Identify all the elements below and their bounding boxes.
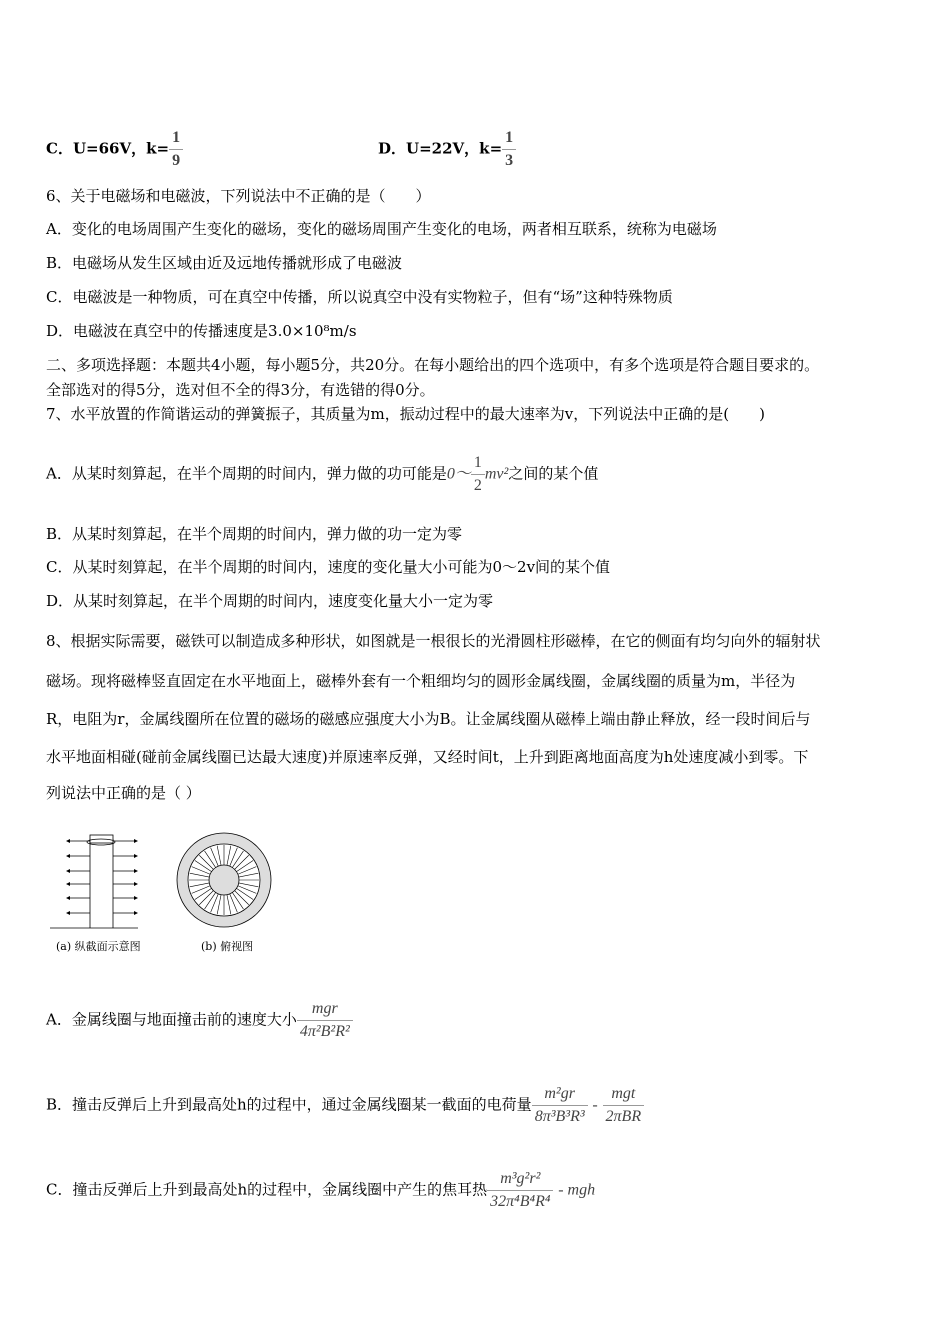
- numerator: m³g²r²: [500, 1170, 541, 1187]
- q6-option-a: A．变化的电场周围产生变化的磁场，变化的磁场周围产生变化的电场，两者相互联系，统称为电磁场: [46, 220, 717, 238]
- denominator: 3: [502, 149, 516, 172]
- denominator: 4π²B²R²: [297, 1020, 353, 1043]
- option-text: A．金属线圈与地面撞击前的速度大小: [46, 1010, 297, 1029]
- fraction: [532, 1083, 588, 1128]
- top-view: [177, 833, 271, 927]
- fraction: [169, 127, 183, 172]
- denominator: 2: [471, 474, 485, 497]
- denominator: 32π⁴B⁴R⁴: [487, 1190, 553, 1213]
- q7-option-a: [46, 452, 598, 497]
- fraction: [603, 1083, 645, 1128]
- fig-b-caption: (b) 俯视图: [201, 940, 254, 953]
- fraction: [502, 127, 516, 172]
- option-text: A．从某时刻算起，在半个周期的时间内，弹力做的功可能是: [46, 464, 447, 483]
- q8-option-b: [46, 1083, 644, 1128]
- q7-option-d: D．从某时刻算起，在半个周期的时间内，速度变化量大小一定为零: [46, 592, 494, 610]
- field-lines-side: [50, 835, 138, 928]
- section2-line1: 二、多项选择题：本题共4小题，每小题5分，共20分。在每小题给出的四个选项中，有多个选项是符合题目要求的。: [46, 356, 820, 374]
- numerator: 1: [505, 129, 514, 146]
- option-text: B．撞击反弹后上升到最高处h的过程中，通过金属线圈某一截面的电荷量: [46, 1095, 532, 1114]
- q8-option-c: [46, 1168, 595, 1213]
- q8-stem-line: R，电阻为r，金属线圈所在位置的磁场的磁感应强度大小为B。让金属线圈从磁棒上端由静止释放，经一段时间后与: [46, 710, 811, 728]
- option-text: C．U=66V，k=: [46, 139, 170, 158]
- denominator: 9: [169, 149, 183, 172]
- q6-option-b: B．电磁场从发生区域由近及远地传播就形成了电磁波: [46, 254, 403, 272]
- magnet-figure: [46, 825, 286, 964]
- q7-stem: 7、水平放置的作简谐运动的弹簧振子，其质量为m，振动过程中的最大速率为v，下列说法中正确的是( ): [46, 405, 765, 423]
- fraction: [297, 998, 353, 1043]
- q8-stem-line: 水平地面相碰(碰前金属线圈已达最大速度)并原速率反弹，又经时间t，上升到距离地面高度为h处速度减小到零。下: [46, 748, 809, 766]
- fraction: [487, 1168, 553, 1213]
- q5-option-c: [46, 127, 183, 172]
- numerator: 1: [473, 454, 482, 471]
- minus-sign: -: [592, 1096, 598, 1114]
- math: mv²: [484, 465, 509, 483]
- math: 0～: [446, 465, 471, 483]
- magnet-diagram: [46, 825, 286, 960]
- q6-stem: 6、关于电磁场和电磁波，下列说法中不正确的是（ ）: [46, 187, 431, 205]
- q6-option-c: C．电磁波是一种物质，可在真空中传播，所以说真空中没有实物粒子，但有“场”这种特殊物质: [46, 288, 673, 306]
- numerator: 1: [172, 129, 181, 146]
- q8-stem-line: 8、根据实际需要，磁铁可以制造成多种形状，如图就是一根很长的光滑圆柱形磁棒，在它的侧面有均匀向外的辐射状: [46, 632, 821, 650]
- numerator: m²gr: [544, 1085, 575, 1102]
- q8-option-a: [46, 998, 353, 1043]
- q8-stem-line: 磁场。现将磁棒竖直固定在水平地面上，磁棒外套有一个粗细均匀的圆形金属线圈，金属线圈的质量为m，半径为: [46, 672, 796, 690]
- option-text: 之间的某个值: [508, 464, 599, 483]
- numerator: mgt: [611, 1085, 636, 1102]
- q5-option-d: [378, 127, 516, 172]
- section2-line2: 全部选对的得5分，选对但不全的得3分，有选错的得0分。: [46, 381, 435, 399]
- option-text: D．U=22V，k=: [378, 139, 503, 158]
- option-text: C．撞击反弹后上升到最高处h的过程中，金属线圈中产生的焦耳热: [46, 1180, 488, 1199]
- denominator: 8π³B³R³: [532, 1105, 588, 1128]
- q6-option-d: D．电磁波在真空中的传播速度是3.0×10⁸m/s: [46, 322, 357, 340]
- q8-stem-line: 列说法中正确的是（ ）: [46, 784, 201, 802]
- fig-a-caption: (a) 纵截面示意图: [56, 940, 141, 953]
- denominator: 2πBR: [603, 1105, 645, 1128]
- math: - mgh: [558, 1181, 596, 1199]
- numerator: mgr: [311, 1000, 338, 1017]
- q7-option-b: B．从某时刻算起，在半个周期的时间内，弹力做的功一定为零: [46, 525, 463, 543]
- q7-option-c: C．从某时刻算起，在半个周期的时间内，速度的变化量大小可能为0～2v间的某个值: [46, 558, 611, 576]
- fraction: [471, 452, 485, 497]
